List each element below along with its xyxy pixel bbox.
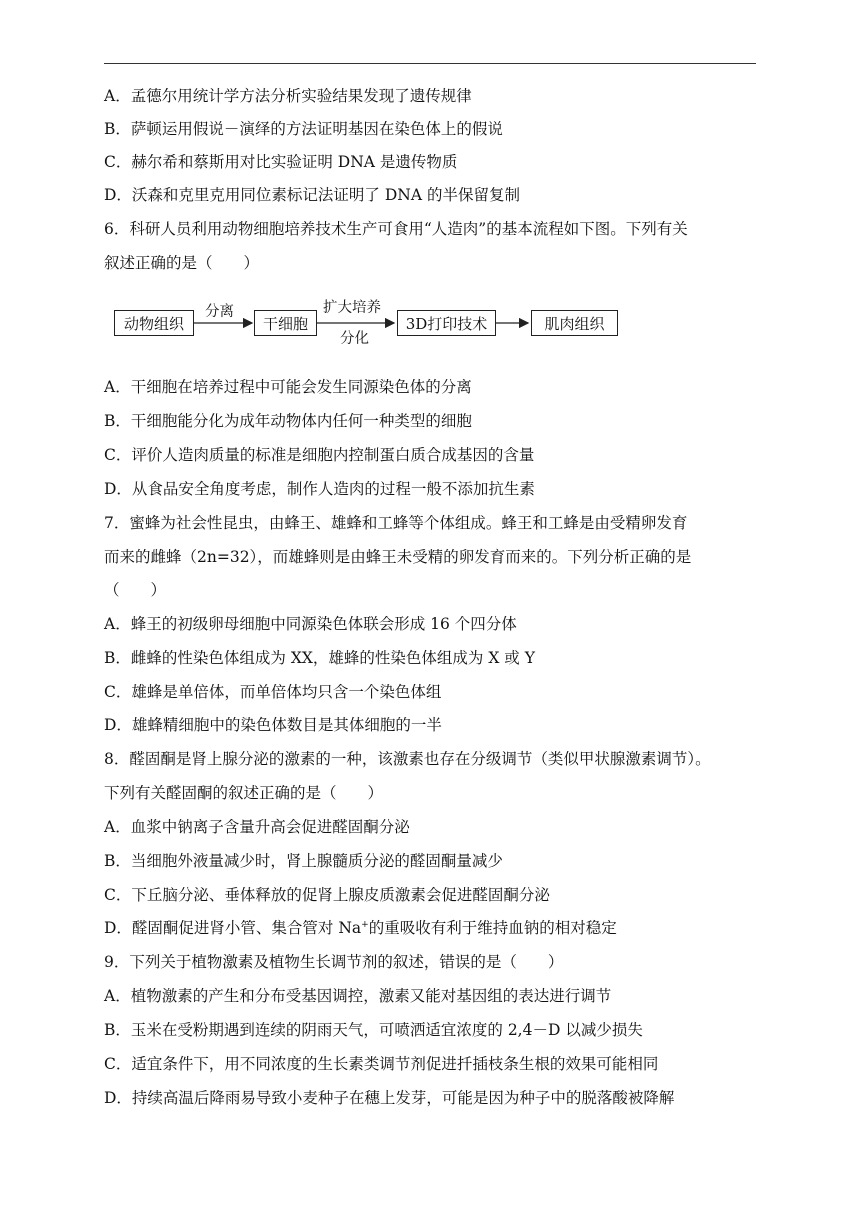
flow-box-animal-tissue: 动物组织 (114, 310, 194, 336)
q7-option-c: C．雄蜂是单倍体，而单倍体均只含一个染色体组 (104, 683, 442, 701)
flow-box-stem-cell: 干细胞 (254, 310, 317, 336)
flow-box-3d-printing: 3D打印技术 (397, 310, 496, 336)
flow-label-separate: 分离 (205, 304, 234, 320)
q7-stem-line1: 7．蜜蜂为社会性昆虫，由蜂王、雄蜂和工蜂等个体组成。蜂王和工蜂是由受精卵发育 (104, 514, 688, 532)
q8-option-d (104, 917, 617, 939)
q8-stem-line1: 8．醛固酮是肾上腺分泌的激素的一种，该激素也存在分级调节（类似甲状腺激素调节）。 (104, 750, 711, 768)
q6-option-a: A．干细胞在培养过程中可能会发生同源染色体的分离 (104, 378, 472, 396)
q9-option-a: A．植物激素的产生和分布受基因调控，激素又能对基因组的表达进行调节 (104, 987, 612, 1005)
q7-option-b: B．雌蜂的性染色体组成为 XX，雄蜂的性染色体组成为 X 或 Y (104, 649, 535, 667)
q5-option-c: C．赫尔希和蔡斯用对比实验证明 DNA 是遗传物质 (104, 153, 458, 171)
q8-option-a: A．血浆中钠离子含量升高会促进醛固酮分泌 (104, 818, 410, 836)
q8-option-c: C．下丘脑分泌、垂体释放的促肾上腺皮质激素会促进醛固酮分泌 (104, 886, 550, 904)
flow-box-muscle-tissue: 肌肉组织 (531, 310, 618, 336)
q8-option-d-post: 的重吸收有利于维持血钠的相对稳定 (368, 919, 617, 937)
q7-option-d: D．雄蜂精细胞中的染色体数目是其体细胞的一半 (104, 716, 442, 734)
q6-stem-line1: 6．科研人员利用动物细胞培养技术生产可食用“人造肉”的基本流程如下图。下列有关 (104, 220, 688, 238)
flow-label-expand-culture: 扩大培养 (323, 300, 381, 316)
flow-label-differentiate: 分化 (340, 331, 369, 347)
q8-stem-line2: 下列有关醛固酮的叙述正确的是（ ） (104, 784, 384, 802)
q7-stem-line3: （ ） (104, 581, 167, 599)
sodium-charge: + (361, 919, 369, 930)
q7-stem-line2: 而来的雌蜂（2n=32），而雄蜂则是由蜂王未受精的卵发育而来的。下列分析正确的是 (104, 548, 692, 566)
q5-option-d: D．沃森和克里克用同位素标记法证明了 DNA 的半保留复制 (104, 186, 520, 204)
q9-option-d: D．持续高温后降雨易导致小麦种子在穗上发芽，可能是因为种子中的脱落酸被降解 (104, 1089, 675, 1107)
q9-option-c: C．适宜条件下，用不同浓度的生长素类调节剂促进扦插枝条生根的效果可能相同 (104, 1055, 659, 1073)
q9-stem: 9．下列关于植物激素及植物生长调节剂的叙述，错误的是（ ） (104, 953, 564, 971)
q6-option-d: D．从食品安全角度考虑，制作人造肉的过程一般不添加抗生素 (104, 480, 535, 498)
header-rule (104, 63, 756, 64)
q5-option-a: A．孟德尔用统计学方法分析实验结果发现了遗传规律 (104, 87, 472, 105)
q7-option-a: A．蜂王的初级卵母细胞中同源染色体联会形成 16 个四分体 (104, 615, 517, 633)
q9-option-b: B．玉米在受粉期遇到连续的阴雨天气，可喷洒适宜浓度的 2,4－D 以减少损失 (104, 1021, 643, 1039)
q5-option-b: B．萨顿运用假说－演绎的方法证明基因在染色体上的假说 (104, 120, 503, 138)
q6-option-b: B．干细胞能分化为成年动物体内任何一种类型的细胞 (104, 412, 472, 430)
q6-flow-diagram (104, 298, 624, 358)
q6-option-c: C．评价人造肉质量的标准是细胞内控制蛋白质合成基因的含量 (104, 446, 535, 464)
q6-stem-line2: 叙述正确的是（ ） (104, 254, 260, 272)
q8-option-b: B．当细胞外液量减少时，肾上腺髓质分泌的醛固酮量减少 (104, 852, 503, 870)
q8-option-d-pre: D．醛固酮促进肾小管、集合管对 Na (104, 919, 362, 937)
